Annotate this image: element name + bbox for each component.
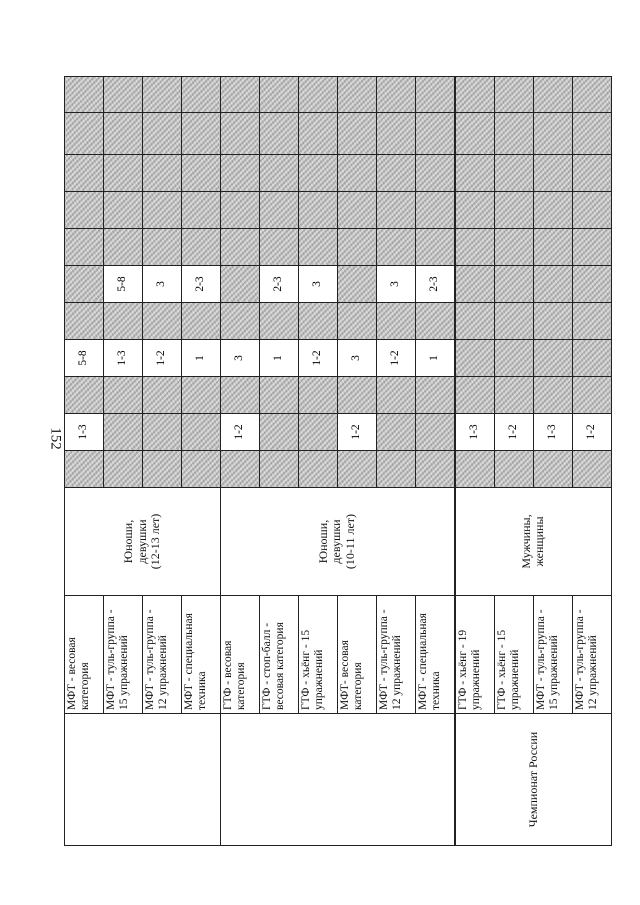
table-row [455,77,495,846]
discipline-cell: МФТ - специальная техника [415,596,455,714]
age-group-cell: Мужчины, женщины [455,488,612,596]
stages-table [64,76,612,846]
stage-cell [415,113,455,155]
stage-cell: 2-3 [259,266,298,303]
stage-cell: 1-2 [376,340,415,377]
stage-cell [455,340,495,377]
stage-cell [142,155,181,192]
stage-cell [142,414,181,451]
stage-cell: 1 [259,340,298,377]
stage-cell [337,155,376,192]
stage-cell [298,192,337,229]
stage-cell [376,451,415,488]
stage-cell [259,229,298,266]
stage-cell [103,192,142,229]
discipline-cell: МФТ - специальная техника [181,596,220,714]
stage-cell [103,451,142,488]
table-body [65,77,612,846]
stage-cell [337,266,376,303]
stage-cell [572,303,611,340]
table-container [64,76,612,846]
stage-cell [415,414,455,451]
discipline-cell: МФТ - туль-группа - 12 упражнений [376,596,415,714]
stage-cell [65,377,104,414]
stage-cell [494,340,533,377]
stage-cell [103,229,142,266]
stage-cell: 2-3 [181,266,220,303]
stage-cell [220,229,259,266]
stage-cell [455,113,495,155]
stage-cell [220,451,259,488]
stage-cell [142,192,181,229]
stage-cell: 5-8 [65,340,104,377]
stage-cell [533,377,572,414]
stage-cell [572,451,611,488]
age-group-cell: Юноши, девушки (12-13 лет) [65,488,221,596]
discipline-cell: МФТ - туль-группа - 15 упражнений [103,596,142,714]
stage-cell [572,192,611,229]
stage-cell [220,266,259,303]
stage-cell: 1-2 [142,340,181,377]
stage-cell [533,192,572,229]
stage-cell [298,377,337,414]
stage-cell [103,113,142,155]
stage-cell: 1-2 [572,414,611,451]
stage-cell [533,229,572,266]
stage-cell [181,303,220,340]
stage-cell [142,77,181,113]
stage-cell [494,192,533,229]
stage-cell [259,113,298,155]
stage-cell: 1-2 [494,414,533,451]
stage-cell [455,303,495,340]
stage-cell [415,377,455,414]
discipline-cell: ГТФ - весовая категория [220,596,259,714]
stage-cell: 1-2 [337,414,376,451]
stage-cell [376,414,415,451]
stage-cell [298,303,337,340]
stage-cell: 1-3 [455,414,495,451]
stage-cell [415,192,455,229]
stage-cell [494,451,533,488]
stage-cell [298,229,337,266]
stage-cell [103,377,142,414]
stage-cell [65,229,104,266]
stage-cell [103,77,142,113]
stage-cell [376,303,415,340]
stage-cell: 3 [220,340,259,377]
stage-cell [455,229,495,266]
stage-cell [494,303,533,340]
competition-cell: Чемпионат России [455,714,612,846]
stage-cell [103,155,142,192]
stage-cell [298,451,337,488]
stage-cell [103,414,142,451]
stage-cell [65,192,104,229]
stage-cell [337,192,376,229]
stage-cell [298,113,337,155]
stage-cell [533,340,572,377]
discipline-cell: МФТ - весовая категория [65,596,104,714]
stage-cell [181,113,220,155]
stage-cell [455,451,495,488]
stage-cell [455,155,495,192]
stage-cell [259,77,298,113]
stage-cell: 3 [142,266,181,303]
stage-cell: 2-3 [415,266,455,303]
stage-cell [65,77,104,113]
stage-cell [65,155,104,192]
stage-cell [181,451,220,488]
stage-cell [181,77,220,113]
rotated-table-frame [64,76,612,846]
stage-cell [533,451,572,488]
stage-cell [103,303,142,340]
stage-cell [220,77,259,113]
stage-cell [220,192,259,229]
stage-cell [494,113,533,155]
stage-cell [298,414,337,451]
stage-cell [572,155,611,192]
stage-cell [455,192,495,229]
table-row [65,77,104,846]
stage-cell [142,303,181,340]
discipline-cell: МФТ - туль-группа - 12 упражнений [142,596,181,714]
stage-cell: 1-3 [103,340,142,377]
stage-cell [415,229,455,266]
stage-cell [337,113,376,155]
stage-cell [572,377,611,414]
stage-cell [220,113,259,155]
stage-cell [572,340,611,377]
stage-cell [220,155,259,192]
stage-cell: 1-2 [298,340,337,377]
stage-cell [65,266,104,303]
page-number: 152 [47,427,64,450]
stage-cell [142,229,181,266]
table-row [220,77,259,846]
stage-cell [142,113,181,155]
stage-cell [181,155,220,192]
stage-cell [181,229,220,266]
stage-cell [533,77,572,113]
stage-cell [415,451,455,488]
stage-cell [65,303,104,340]
stage-cell: 1 [181,340,220,377]
stage-cell [337,451,376,488]
discipline-cell: ГТФ - стоп-балл - весовая категория [259,596,298,714]
stage-cell: 1-3 [65,414,104,451]
stage-cell [181,414,220,451]
stage-cell [298,77,337,113]
stage-cell [142,377,181,414]
stage-cell [376,77,415,113]
competition-cell [65,714,221,846]
stage-cell [259,451,298,488]
stage-cell [376,113,415,155]
stage-cell [220,377,259,414]
stage-cell [181,377,220,414]
stage-cell [259,155,298,192]
stage-cell [376,155,415,192]
stage-cell [181,192,220,229]
stage-cell: 1-3 [533,414,572,451]
stage-cell [455,377,495,414]
stage-cell: 3 [376,266,415,303]
stage-cell [533,303,572,340]
discipline-cell: ГТФ - хьёнг - 15 упражнений [298,596,337,714]
stage-cell [572,77,611,113]
stage-cell [259,192,298,229]
stage-cell [572,229,611,266]
competition-cell [220,714,454,846]
stage-cell [259,303,298,340]
stage-cell [494,266,533,303]
stage-cell [455,266,495,303]
stage-cell [65,451,104,488]
age-group-cell: Юноши, девушки (10-11 лет) [220,488,454,596]
stage-cell [65,113,104,155]
stage-cell [533,266,572,303]
stage-cell [259,414,298,451]
stage-cell [533,155,572,192]
stage-cell: 5-8 [103,266,142,303]
stage-cell [533,113,572,155]
discipline-cell: МФТ - туль-группа - 12 упражнений [572,596,611,714]
stage-cell [494,77,533,113]
stage-cell [572,113,611,155]
stage-cell: 1 [415,340,455,377]
stage-cell [494,377,533,414]
stage-cell [259,377,298,414]
stage-cell [415,303,455,340]
stage-cell [376,229,415,266]
stage-cell: 3 [337,340,376,377]
stage-cell [337,229,376,266]
stage-cell [376,377,415,414]
discipline-cell: ГТФ - хьёнг - 15 упражнений [494,596,533,714]
stage-cell [415,155,455,192]
stage-cell [337,303,376,340]
stage-cell [220,303,259,340]
stage-cell [572,266,611,303]
stage-cell [494,155,533,192]
stage-cell [337,377,376,414]
stage-cell [494,229,533,266]
stage-cell [142,451,181,488]
stage-cell [376,192,415,229]
discipline-cell: ГТФ - хьёнг - 19 упражнений [455,596,495,714]
stage-cell: 1-2 [220,414,259,451]
stage-cell [455,77,495,113]
stage-cell [415,77,455,113]
stage-cell [337,77,376,113]
discipline-cell: МФТ - туль-группа - 15 упражнений [533,596,572,714]
discipline-cell: МФТ- весовая категория [337,596,376,714]
stage-cell: 3 [298,266,337,303]
stage-cell [298,155,337,192]
